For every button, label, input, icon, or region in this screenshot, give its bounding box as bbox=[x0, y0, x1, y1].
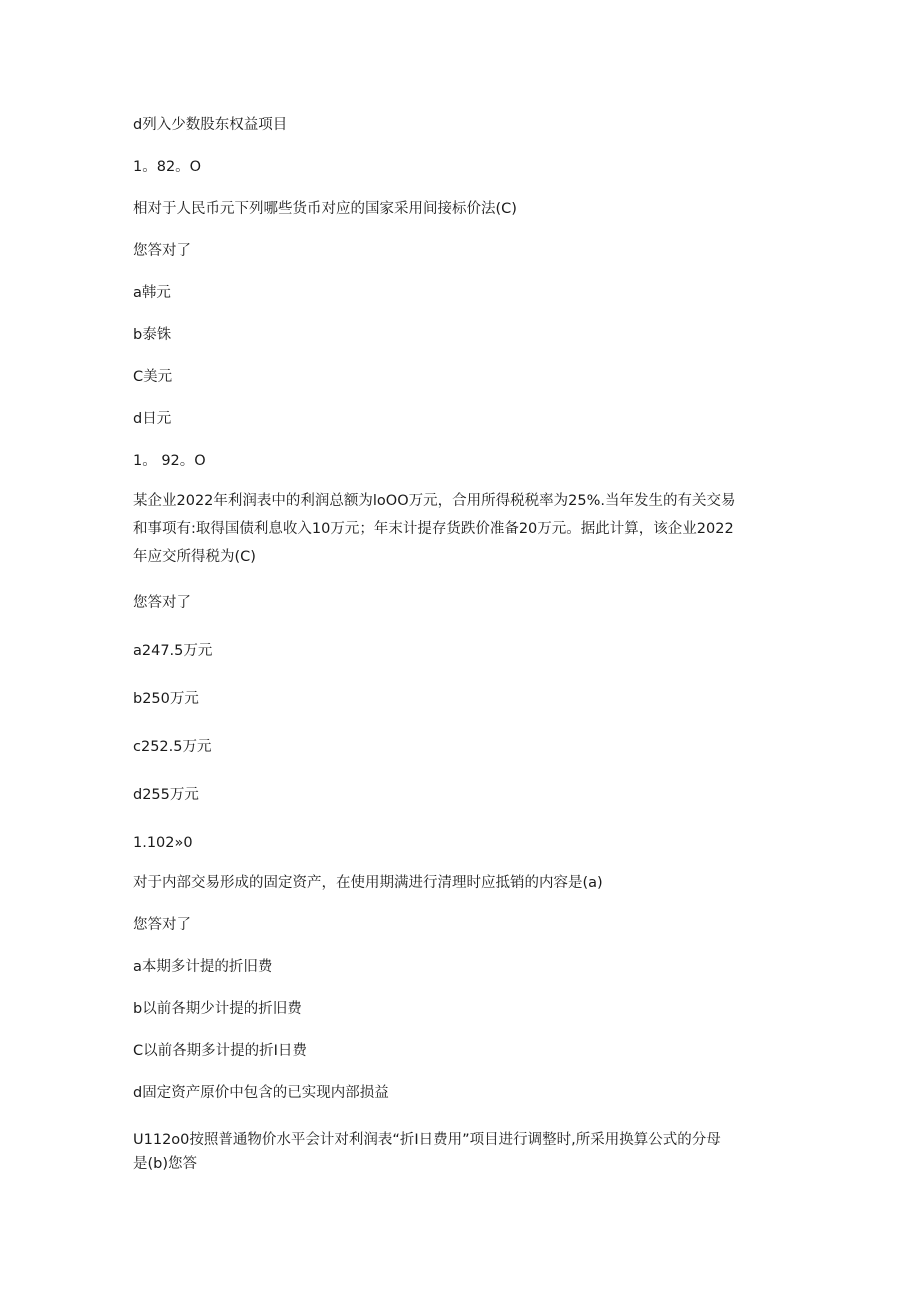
option-b: b250万元 bbox=[133, 691, 199, 707]
answer-feedback: 您答对了 bbox=[133, 595, 191, 611]
question-text bbox=[133, 487, 783, 571]
question-text: 相对于人民币元下列哪些货币对应的国家采用间接标价法(C) bbox=[133, 201, 517, 217]
question-line: 和事项有:取得国债利息收入10万元；年末计提存货跌价准备20万元。据此计算，该企业2022 bbox=[133, 521, 734, 537]
option-a: a韩元 bbox=[133, 285, 171, 301]
option-c: C美元 bbox=[133, 369, 173, 385]
question-line: 年应交所得税为(C) bbox=[133, 549, 256, 565]
option-b: b以前各期少计提的折旧费 bbox=[133, 1001, 302, 1017]
question-line: 是(b)您答 bbox=[133, 1156, 198, 1172]
question-text: 对于内部交易形成的固定资产，在使用期满进行清理时应抵销的内容是(a) bbox=[133, 875, 603, 891]
option-a: a247.5万元 bbox=[133, 643, 213, 659]
question-number: 1。 92。O bbox=[133, 453, 206, 469]
answer-feedback: 您答对了 bbox=[133, 243, 191, 259]
question-line: 某企业2022年利润表中的利润总额为loOO万元，合用所得税税率为25%.当年发生的有关交易 bbox=[133, 493, 736, 509]
option-d: d255万元 bbox=[133, 787, 199, 803]
option-a: a本期多计提的折旧费 bbox=[133, 959, 273, 975]
option-d-prev: d列入少数股东权益项目 bbox=[133, 117, 288, 133]
option-d: d日元 bbox=[133, 411, 172, 427]
question-text bbox=[133, 1128, 783, 1176]
question-number: 1.102»0 bbox=[133, 835, 193, 851]
option-b: b泰铢 bbox=[133, 327, 172, 343]
question-line: U112o0按照普通物价水平会计对利润表“折I日费用”项目进行调整时,所采用换算公式的分母 bbox=[133, 1132, 721, 1148]
option-c: C以前各期多计提的折I日费 bbox=[133, 1043, 307, 1059]
option-d: d固定资产原价中包含的已实现内部损益 bbox=[133, 1085, 389, 1101]
option-c: c252.5万元 bbox=[133, 739, 212, 755]
answer-feedback: 您答对了 bbox=[133, 917, 191, 933]
question-number: 1。82。O bbox=[133, 159, 202, 175]
